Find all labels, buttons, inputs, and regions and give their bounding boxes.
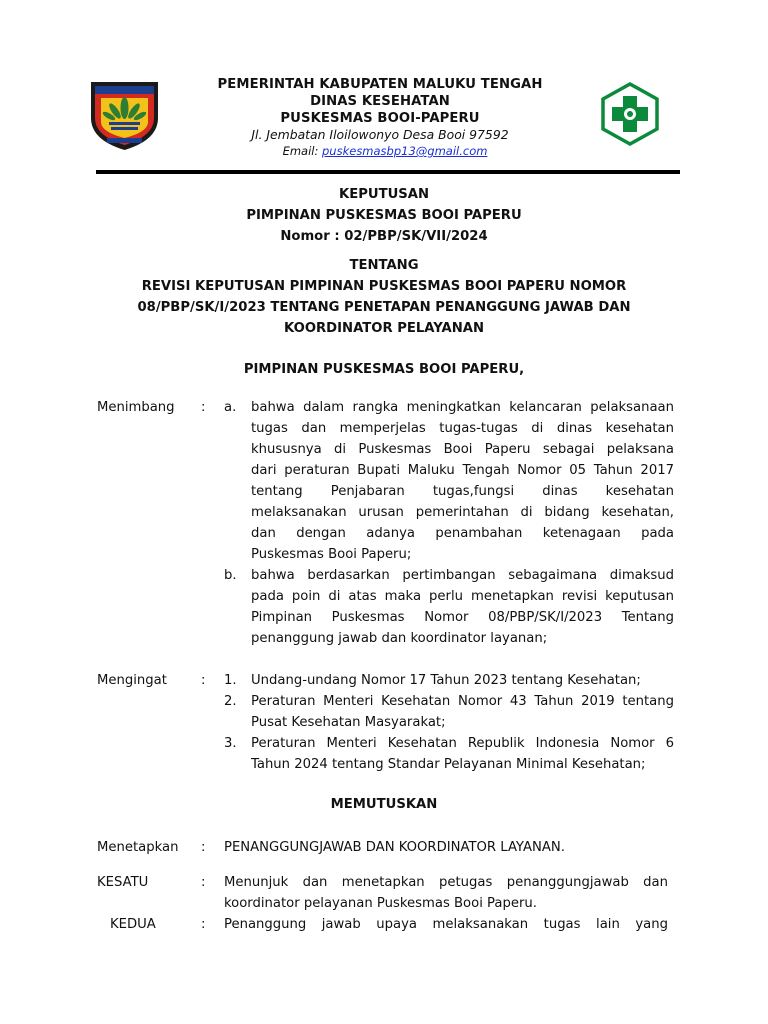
- kesatu-text: [224, 872, 668, 914]
- kedua-colon: :: [201, 917, 206, 932]
- text-line: Penanggung jawab upaya melaksanakan tugas lain yang: [224, 917, 668, 932]
- decree-issuer: PIMPINAN PUSKESMAS BOOI PAPERU: [246, 208, 522, 223]
- kesatu-label: KESATU: [97, 875, 149, 890]
- text-line: penanggung jawab dan koordinator layanan;: [251, 631, 548, 646]
- mengingat-label: Mengingat: [97, 673, 167, 688]
- text-line: Pusat Kesehatan Masyarakat;: [251, 715, 446, 730]
- text-line: tugas dan memperjelas tugas-tugas di dinas kesehatan: [251, 421, 674, 436]
- mengingat-item-1: [251, 670, 674, 691]
- item-marker: 3.: [224, 736, 237, 751]
- menimbang-colon: :: [201, 400, 206, 415]
- text-line: Tahun 2024 tentang Standar Pelayanan Minimal Kesehatan;: [251, 757, 646, 772]
- text-line: bahwa dalam rangka meningkatkan kelancaran pelaksanaan: [251, 400, 674, 415]
- text-line: tentang Penjabaran tugas,fungsi dinas kesehatan: [251, 484, 674, 499]
- email-link[interactable]: puskesmasbp13@gmail.com: [322, 144, 488, 158]
- letterhead-department: DINAS KESEHATAN: [310, 94, 450, 109]
- maluku-tengah-regency-emblem-icon: [87, 78, 162, 152]
- decree-kind: KEPUTUSAN: [338, 187, 430, 202]
- menetapkan-text: PENANGGUNGJAWAB DAN KOORDINATOR LAYANAN.: [224, 840, 565, 855]
- text-line: Undang-undang Nomor 17 Tahun 2023 tentang Kesehatan;: [251, 673, 641, 688]
- text-line: dari peraturan Bupati Maluku Tengah Nomor 05 Tahun 2017: [251, 463, 674, 478]
- text-line: khususnya di Puskesmas Booi Paperu sebagai pelaksana: [251, 442, 674, 457]
- item-marker: 1.: [224, 673, 237, 688]
- item-marker: b.: [224, 568, 237, 583]
- subject-line: KOORDINATOR PELAYANAN: [283, 321, 485, 336]
- item-marker: 2.: [224, 694, 237, 709]
- text-line: Pimpinan Puskesmas Nomor 08/PBP/SK/I/2023 Tentang: [251, 610, 674, 625]
- text-line: dan dengan adanya penambahan ketenagaan pada: [251, 526, 674, 541]
- mengingat-item-3: [251, 733, 674, 775]
- text-line: koordinator pelayanan Puskesmas Booi Paperu.: [224, 896, 537, 911]
- text-line: bahwa berdasarkan pertimbangan sebagaimana dimaksud: [251, 568, 674, 583]
- kedua-text: [224, 914, 668, 935]
- menimbang-item-a: [251, 397, 674, 565]
- text-line: melaksanakan urusan pemerintahan di bidang kesehatan,: [251, 505, 674, 520]
- menetapkan-colon: :: [201, 840, 206, 855]
- text-line: pada poin di atas maka perlu menetapkan revisi keputusan: [251, 589, 674, 604]
- letterhead-divider: [96, 170, 680, 174]
- text-line: Menunjuk dan menetapkan petugas penanggungjawab dan: [224, 875, 668, 890]
- decree-heading: [96, 184, 672, 247]
- mengingat-item-2: [251, 691, 674, 733]
- text-line: Peraturan Menteri Kesehatan Nomor 43 Tahun 2019 tentang: [251, 694, 674, 709]
- letterhead-address: Jl. Jembatan Iloilowonyo Desa Booi 97592: [251, 127, 509, 142]
- kedua-label: KEDUA: [110, 917, 156, 932]
- text-line: Peraturan Menteri Kesehatan Republik Indonesia Nomor 6: [251, 736, 674, 751]
- puskesmas-cross-logo-icon: [598, 82, 662, 146]
- email-label: Email:: [282, 144, 322, 158]
- decree-authority: PIMPINAN PUSKESMAS BOOI PAPERU,: [243, 362, 525, 377]
- text-line: Puskesmas Booi Paperu;: [251, 547, 412, 562]
- subject-line: REVISI KEPUTUSAN PIMPINAN PUSKESMAS BOOI PAPERU NOMOR: [141, 279, 627, 294]
- memutuskan-heading: MEMUTUSKAN: [330, 797, 438, 812]
- decree-subject: [96, 255, 672, 339]
- menimbang-label: Menimbang: [97, 400, 175, 415]
- decree-about: TENTANG: [349, 258, 419, 273]
- subject-line: 08/PBP/SK/I/2023 TENTANG PENETAPAN PENANGGUNG JAWAB DAN: [137, 300, 631, 315]
- letterhead-government: PEMERINTAH KABUPATEN MALUKU TENGAH: [217, 77, 543, 92]
- item-marker: a.: [224, 400, 237, 415]
- menimbang-item-b: [251, 565, 674, 649]
- decree-number: Nomor : 02/PBP/SK/VII/2024: [280, 229, 488, 244]
- kesatu-colon: :: [201, 875, 206, 890]
- letterhead-puskesmas: PUSKESMAS BOOI-PAPERU: [280, 111, 480, 126]
- letterhead-email-row: [180, 143, 580, 159]
- menetapkan-label: Menetapkan: [97, 840, 179, 855]
- mengingat-colon: :: [201, 673, 206, 688]
